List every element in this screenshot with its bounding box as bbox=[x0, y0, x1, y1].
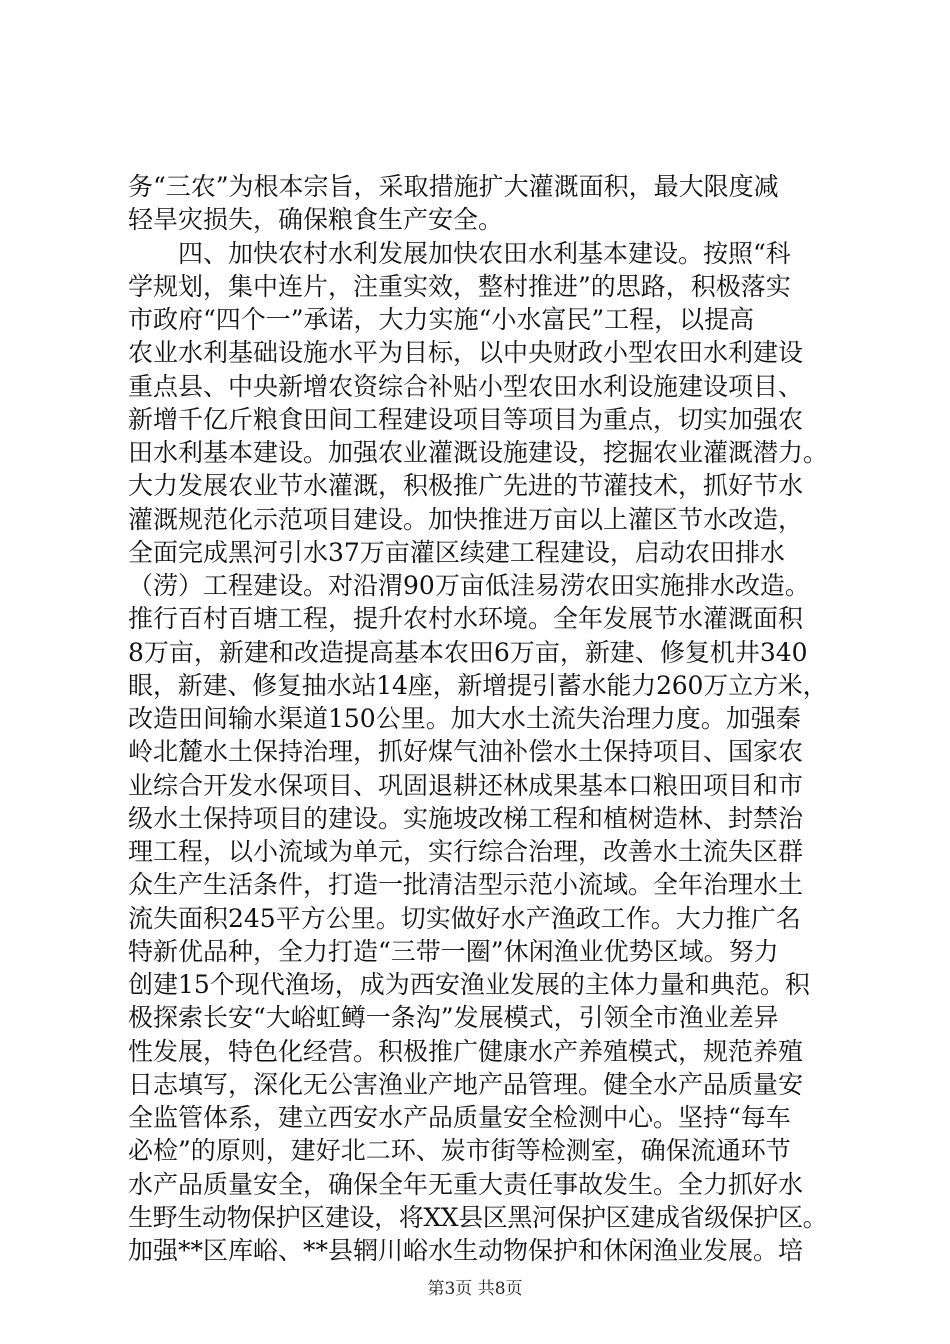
text-line: 日志填写，深化无公害渔业产地产品管理。健全水产品质量安 bbox=[128, 1069, 804, 1099]
text-line: 眼，新建、修复抽水站14座，新增提引蓄水能力260万立方米， bbox=[128, 670, 828, 700]
text-line: 生野生动物保护区建设，将XX县区黑河保护区建成省级保护区。 bbox=[128, 1202, 828, 1232]
text-line: 8万亩，新建和改造提高基本农田6万亩，新建、修复机井340 bbox=[128, 637, 808, 667]
text-line: 必检”的原则，建好北二环、炭市街等检测室，确保流通环节 bbox=[128, 1136, 791, 1166]
text-line: （涝）工程建设。对沿渭90万亩低洼易涝农田实施排水改造。 bbox=[128, 571, 810, 600]
text-line: 新增千亿斤粮食田间工程建设项目等项目为重点，切实加强农 bbox=[128, 404, 804, 434]
text-line: 全监管体系，建立西安水产品质量安全检测中心。坚持“每车 bbox=[128, 1103, 791, 1132]
text-line: 大力发展农业节水灌溉，积极推广先进的节灌技术，抓好节水 bbox=[128, 471, 804, 501]
text-line: 众生产生活条件，打造一批清洁型示范小流域。全年治理水土 bbox=[128, 870, 804, 900]
document-body bbox=[128, 170, 828, 1267]
text-line: 全面完成黑河引水37万亩灌区续建工程建设，启动农田排水 bbox=[128, 537, 785, 567]
text-line: 水产品质量安全，确保全年无重大责任事故发生。全力抓好水 bbox=[128, 1169, 804, 1199]
text-line: 流失面积245平方公里。切实做好水产渔政工作。大力推广名 bbox=[128, 903, 801, 933]
text-line: 级水土保持项目的建设。实施坡改梯工程和植树造林、封禁治 bbox=[128, 803, 804, 833]
page-number-footer: 第3页 共8页 bbox=[427, 1279, 523, 1299]
text-line: 业综合开发水保项目、巩固退耕还林成果基本口粮田项目和市 bbox=[128, 770, 804, 800]
text-line: 灌溉规范化示范项目建设。加快推进万亩以上灌区节水改造， bbox=[128, 504, 804, 534]
text-line: 岭北麓水土保持治理，抓好煤气油补偿水土保持项目、国家农 bbox=[128, 737, 804, 767]
text-line: 性发展，特色化经营。积极推广健康水产养殖模式，规范养殖 bbox=[128, 1036, 804, 1066]
paragraph-first-line: 四、加快农村水利发展加快农田水利基本建设。按照“科 bbox=[178, 238, 791, 268]
text-line: 田水利基本建设。加强农业灌溉设施建设，挖掘农业灌溉潜力。 bbox=[128, 438, 829, 467]
text-line: 极探索长安“大峪虹鳟一条沟”发展模式，引领全市渔业差异 bbox=[128, 1003, 779, 1033]
text-line: 农业水利基础设施水平为目标，以中央财政小型农田水利建设 bbox=[128, 338, 804, 368]
text-line: 理工程，以小流域为单元，实行综合治理，改善水土流失区群 bbox=[128, 837, 804, 866]
text-line: 特新优品种，全力打造“三带一圈”休闲渔业优势区域。努力 bbox=[128, 936, 779, 966]
text-line: 市政府“四个一”承诺，大力实施“小水富民”工程，以提高 bbox=[128, 305, 755, 334]
text-line: 加强**区库峪、**县辋川峪水生动物保护和休闲渔业发展。培 bbox=[128, 1236, 804, 1265]
text-line: 推行百村百塘工程，提升农村水环境。全年发展节水灌溉面积 bbox=[128, 604, 804, 634]
text-line: 改造田间输水渠道150公里。加大水土流失治理力度。加强秦 bbox=[128, 704, 801, 733]
text-line: 轻旱灾损失，确保粮食生产安全。 bbox=[128, 205, 504, 235]
text-line: 重点县、中央新增农资综合补贴小型农田水利设施建设项目、 bbox=[128, 371, 804, 401]
text-line: 创建15个现代渔场，成为西安渔业发展的主体力量和典范。积 bbox=[128, 970, 810, 999]
text-line: 务“三农”为根本宗旨，采取措施扩大灌溉面积，最大限度减 bbox=[128, 172, 779, 201]
text-line: 学规划，集中连片，注重实效，整村推进”的思路，积极落实 bbox=[128, 271, 791, 301]
